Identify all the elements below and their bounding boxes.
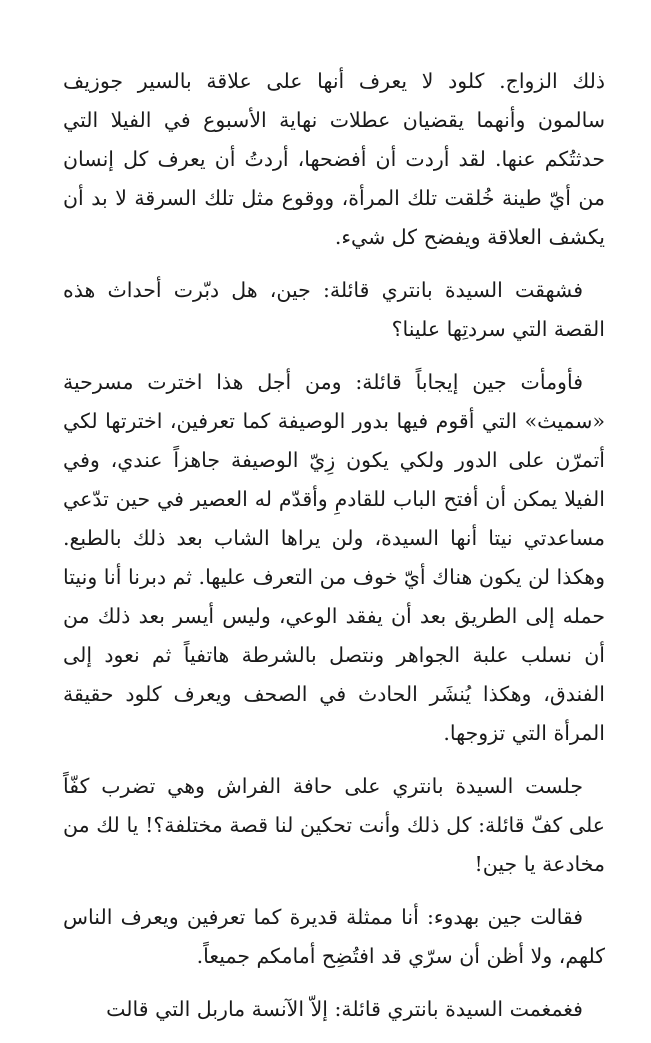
paragraph-2: فشهقت السيدة بانتري قائلة: جين، هل دبّرت أحداث هذه القصة التي سردتِها علينا؟ (63, 278, 605, 341)
paragraph-1: ذلك الزواج. كلود لا يعرف أنها على علاقة بالسير جوزيف سالمون وأنهما يقضيان عطلات نهاية الأسبوع في الفيلا التي حدثتُكم عنها. لقد أردت أن أفضحها، أردتُ أن يعرف كل إنسان من أيّ طينة خُلقت تلك المرأة، ووقوع مثل تلك السرقة لا بد أن يكشف العلاقة ويفضح كل شيء. (63, 69, 605, 249)
paragraph-6: فغمغمت السيدة بانتري قائلة: إلاّ الآنسة ماربل التي قالت (106, 997, 583, 1021)
paragraph-5: فقالت جين بهدوء: أنا ممثلة قديرة كما تعرفين ويعرف الناس كلهم، ولا أظن أن سرّي قد افتُضِح أمامكم جميعاً. (63, 905, 605, 968)
paragraph-4: جلست السيدة بانتري على حافة الفراش وهي تضرب كفّاً على كفّ قائلة: كل ذلك وأنت تحكين لنا قصة مختلفة؟! يا لك من مخادعة يا جين! (63, 774, 605, 876)
paragraph-3: فأومأت جين إيجاباً قائلة: ومن أجل هذا اخترت مسرحية «سميث» التي أقوم فيها بدور الوصيفة كما تعرفين، اخترتها لكي أتمرّن على الدور ولكي يكون زِيّ الوصيفة جاهزاً عندي، وفي الفيلا يمكن أن أفتح الباب للقادمِ وأقدّم له العصير في حين تدّعي مساعدتي نيتا أنها السيدة، ولن يراها الشاب بعد ذلك بالطبع. وهكذا لن يكون هناك أيّ خوف من التعرف عليها. ثم دبرنا أنا ونيتا حمله إلى الطريق بعد أن يفقد الوعي، وليس أيسر بعد ذلك من أن نسلب علبة الجواهر ونتصل بالشرطة هاتفياً ثم نعود إلى الفندق، وهكذا يُنشَر الحادث في الصحف ويعرف كلود حقيقة المرأة التي تزوجها. (63, 370, 605, 745)
book-page (63, 62, 605, 1043)
